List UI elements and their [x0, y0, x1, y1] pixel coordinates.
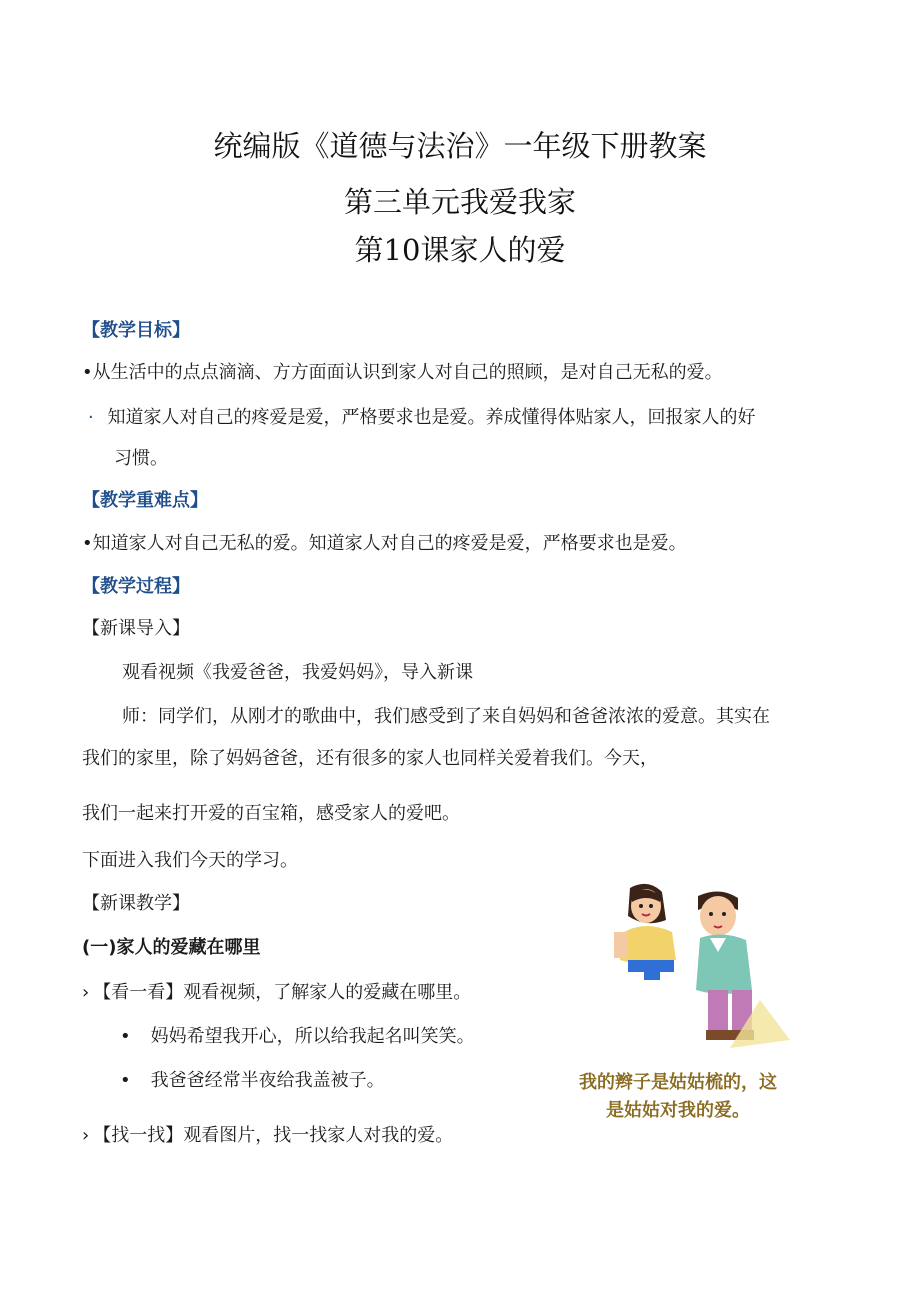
goal-text-2: 知道家人对自己的疼爱是爱，严格要求也是爱。养成懂得体贴家人，回报家人的好: [107, 407, 756, 428]
bullet-item-2: [120, 1066, 385, 1092]
find-text: 【找一找】观看图片，找一找家人对我的爱。: [93, 1125, 454, 1146]
keypoints-heading: 【教学重难点】: [82, 490, 208, 511]
goal-text-1: 从生活中的点点滴滴、方方面面认识到家人对自己的照顾，是对自己无私的爱。: [92, 362, 723, 383]
arrow-icon: ›: [82, 982, 90, 1003]
bullet-dot: •: [120, 1026, 131, 1047]
look-item: [82, 978, 471, 1004]
bullet-dot: •: [82, 362, 93, 383]
goal-item-1: [82, 358, 723, 384]
intro-line-3: 我们的家里，除了妈妈爸爸，还有很多的家人也同样关爱着我们。今天，: [82, 748, 658, 769]
bullet-item-1: [120, 1022, 475, 1048]
children-illustration: [610, 880, 800, 1050]
bullet-text-2: 我爸爸经常半夜给我盖被子。: [150, 1070, 385, 1091]
teach-heading: 【新课教学】: [82, 893, 190, 914]
goals-heading: 【教学目标】: [82, 320, 190, 341]
goal-item-2: [88, 403, 755, 429]
document-title: 统编版《道德与法治》一年级下册教案: [213, 129, 707, 163]
bullet-text-1: 妈妈希望我开心，所以给我起名叫笑笑。: [150, 1026, 475, 1047]
find-item: [82, 1121, 453, 1147]
children-illustration-svg: [610, 880, 800, 1050]
figure-caption-line-1: 我的辫子是姑姑梳的，这: [579, 1072, 777, 1093]
lesson-title: 第10课家人的爱: [354, 233, 566, 267]
girl-figure: [614, 884, 676, 980]
bullet-dot: •: [82, 533, 93, 554]
keypoints-text: 知道家人对自己无私的爱。知道家人对自己的疼爱是爱，严格要求也是爱。: [92, 533, 687, 554]
look-text: 【看一看】观看视频，了解家人的爱藏在哪里。: [93, 982, 472, 1003]
intro-line-2: 师：同学们，从刚才的歌曲中，我们感受到了来自妈妈和爸爸浓浓的爱意。其实在: [122, 706, 770, 727]
part1-title: (一)家人的爱藏在哪里: [82, 937, 261, 958]
intro-line-1: 观看视频《我爱爸爸，我爱妈妈》，导入新课: [122, 662, 473, 683]
figure-caption-line-2: 是姑姑对我的爱。: [606, 1100, 750, 1121]
intro-line-5: 下面进入我们今天的学习。: [82, 850, 298, 871]
arrow-icon: ›: [82, 1125, 90, 1146]
intro-line-4: 我们一起来打开爱的百宝箱，感受家人的爱吧。: [82, 803, 460, 824]
bullet-dot: •: [120, 1070, 131, 1091]
boy-figure: [696, 891, 790, 1048]
keypoints-item: [82, 529, 687, 555]
goal-item-2-cont: 习惯。: [114, 448, 168, 469]
process-heading: 【教学过程】: [82, 576, 190, 597]
intro-heading: 【新课导入】: [82, 618, 190, 639]
bullet-dot: ·: [88, 407, 94, 428]
unit-title: 第三单元我爱我家: [343, 185, 576, 219]
